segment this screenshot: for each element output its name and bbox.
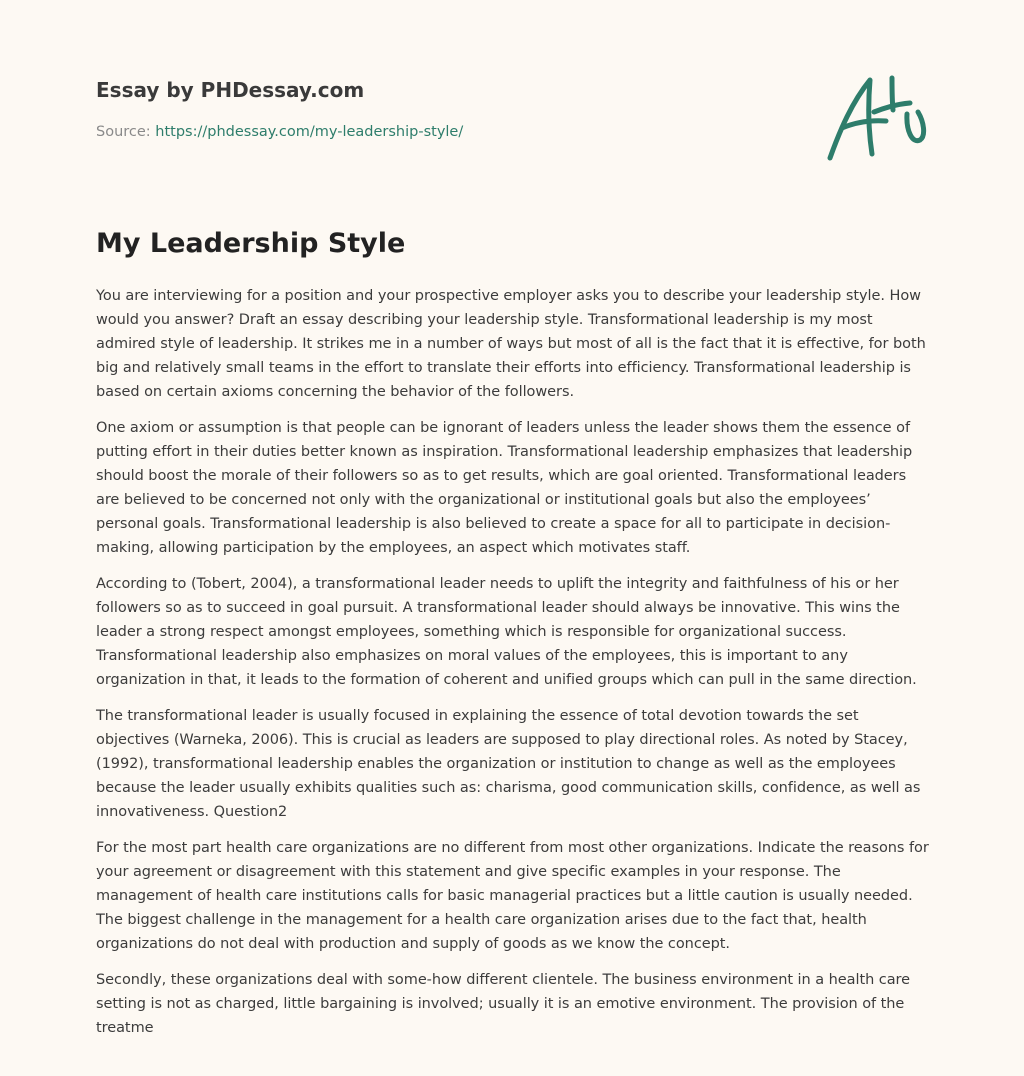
paragraph: According to (Tobert, 2004), a transformational leader needs to uplift the integrity and faithfulness of his or her followers so as to succeed in goal pursuit. A transformational leader should always be innovative. This wins the leader a strong respect amongst employees, something which is responsible for organizational success. Transformational leadership also emphasizes on moral values of the employees, this is important to any organization in that, it leads to the formation of coherent and unified groups which can pull in the same direction.	[96, 576, 917, 688]
source-line	[96, 122, 796, 142]
essay-body	[96, 284, 930, 1052]
paragraph: The transformational leader is usually focused in explaining the essence of total devotion towards the set objectives (Warneka, 2006). This is crucial as leaders are supposed to play directional roles. As noted by Stacey, (1992), transformational leadership enables the organization or institution to change as well as the employees because the leader usually exhibits qualities such as: charisma, good communication skills, confidence, as well as innovativeness. Question2	[96, 708, 921, 820]
source-link[interactable]: https://phdessay.com/my-leadership-style/	[155, 124, 464, 140]
source-label: Source:	[96, 124, 156, 140]
paragraph: One axiom or assumption is that people can be ignorant of leaders unless the leader shows them the essence of putting effort in their duties better known as inspiration. Transformational leadership emphasizes that leadership should boost the morale of their followers so as to get results, which are goal oriented. Transformational leaders are believed to be concerned not only with the organizational or institutional goals but also the employees’ personal goals. Transformational leadership is also believed to create a space for all to participate in decision-making, allowing participation by the employees, an aspect which motivates staff.	[96, 420, 913, 556]
site-title: Essay by PHDessay.com	[96, 78, 365, 102]
paragraph: You are interviewing for a position and your prospective employer asks you to describe your leadership style. How would you answer? Draft an essay describing your leadership style. Transformational leadership is my most admired style of leadership. It strikes me in a number of ways but most of all is the fact that it is effective, for both big and relatively small teams in the effort to translate their efforts into efficiency. Transformational leadership is based on certain axioms concerning the behavior of the followers.	[96, 288, 926, 400]
paragraph: Secondly, these organizations deal with some-how different clientele. The business environment in a health care setting is not as charged, little bargaining is involved; usually it is an emotive environment. The provision of the treatme	[96, 972, 911, 1036]
paragraph: For the most part health care organizations are no different from most other organizations. Indicate the reasons for your agreement or disagreement with this statement and give specific examples in your response. The management of health care institutions calls for basic managerial practices but a little caution is usually needed. The biggest challenge in the management for a health care organization arises due to the fact that, health organizations do not deal with production and supply of goods as we know the concept.	[96, 840, 929, 952]
essay-header	[96, 74, 796, 142]
page-title: My Leadership Style	[96, 228, 406, 259]
a-plus-logo-icon	[822, 64, 932, 164]
